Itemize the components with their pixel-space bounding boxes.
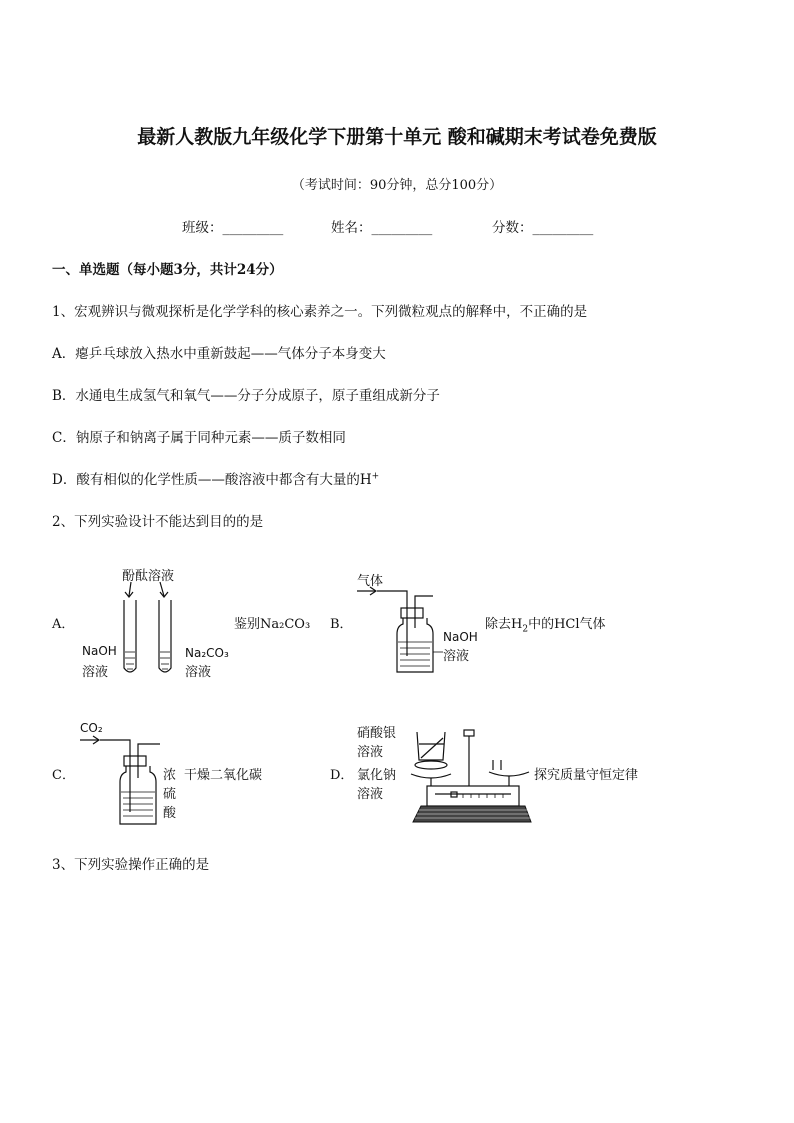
q2-a-test-tubes-figure [110, 580, 190, 680]
flask [415, 761, 447, 769]
stopper [124, 756, 146, 766]
q2-option-c-letter: C． [52, 768, 75, 783]
q2-b-purpose-pre: 除去H [485, 617, 523, 632]
q2-b-naoh-label-2: 溶液 [443, 649, 470, 664]
test-tube-left [124, 600, 136, 672]
inlet-tube [100, 740, 130, 812]
q2-a-naoh-label: NaOH [82, 644, 117, 658]
score-field: 分数：_________ [492, 220, 594, 236]
q2-d-silver-nitrate-label-2: 溶液 [357, 745, 384, 760]
beaker [417, 732, 445, 760]
q2-d-silver-nitrate-label: 硝酸银 [357, 726, 397, 741]
q2-b-purpose-post: 中的HCl气体 [528, 617, 606, 632]
q2-a-phenolphthalein-label: 酚酞溶液 [122, 569, 175, 584]
stopper [401, 608, 423, 618]
q2-b-gas-label: 气体 [357, 574, 384, 589]
q2-option-b-letter: B． [330, 617, 353, 632]
q2-d-purpose: 探究质量守恒定律 [534, 768, 639, 783]
q2-c-acid-char-3: 酸 [163, 806, 177, 821]
q2-d-balance-figure [405, 722, 533, 830]
q2-a-naoh-label-2: 溶液 [82, 665, 109, 680]
question-3-stem: 3、下列实验操作正确的是 [52, 857, 210, 873]
q2-c-acid-char-2: 硫 [163, 787, 177, 802]
q2-a-na2co3-label-2: 溶液 [185, 665, 212, 680]
outlet-tube [138, 744, 160, 778]
question-2-stem: 2、下列实验设计不能达到目的的是 [52, 514, 264, 530]
name-field: 姓名：_________ [331, 220, 433, 236]
q2-a-na2co3-label: Na₂CO₃ [185, 646, 229, 660]
q2-c-purpose: 干燥二氧化碳 [184, 768, 263, 783]
question-1-option-d [52, 468, 379, 488]
arrow-left-shaft [129, 582, 131, 596]
option-d-superscript: + [371, 471, 380, 482]
question-1-stem: 1、宏观辨识与微观探析是化学学科的核心素养之一。下列微粒观点的解释中，不正确的是 [52, 304, 588, 320]
question-1-option-b: B．水通电生成氢气和氧气——分子分成原子，原子重组成新分子 [52, 388, 440, 404]
exam-info: （考试时间：90分钟，总分100分） [291, 178, 503, 193]
q2-b-purpose-sub: 2 [522, 624, 529, 635]
class-field: 班级：_________ [182, 220, 284, 236]
balance-body [427, 786, 519, 806]
q2-b-purpose [485, 613, 606, 635]
left-pan [411, 774, 451, 778]
q2-d-sodium-chloride-label-2: 溶液 [357, 787, 384, 802]
q2-a-purpose: 鉴别Na₂CO₃ [234, 617, 311, 632]
question-1-option-c: C．钠原子和钠离子属于同种元素——质子数相同 [52, 430, 346, 446]
q2-b-wash-bottle-figure [355, 582, 450, 682]
q2-d-sodium-chloride-label: 氯化钠 [357, 768, 397, 783]
q2-c-co2-label: CO₂ [80, 721, 103, 735]
outlet-tube [415, 596, 433, 628]
q2-c-drying-bottle-figure [78, 732, 168, 832]
q2-option-a-letter: A． [52, 617, 75, 632]
test-tube-right [159, 600, 171, 672]
q2-c-acid-char-1: 浓 [163, 768, 177, 783]
page-title: 最新人教版九年级化学下册第十单元 酸和碱期末考试卷免费版 [137, 126, 657, 148]
right-pan [489, 772, 529, 776]
question-1-option-a: A．瘪乒乓球放入热水中重新鼓起——气体分子本身变大 [52, 346, 386, 362]
q2-option-d-letter: D． [330, 768, 354, 783]
q2-b-naoh-label: NaOH [443, 630, 478, 644]
section-title: 一、单选题（每小题3分，共计24分） [52, 262, 283, 278]
pointer-top [464, 730, 474, 736]
option-d-text: D．酸有相似的化学性质——酸溶液中都含有大量的H [52, 472, 372, 488]
